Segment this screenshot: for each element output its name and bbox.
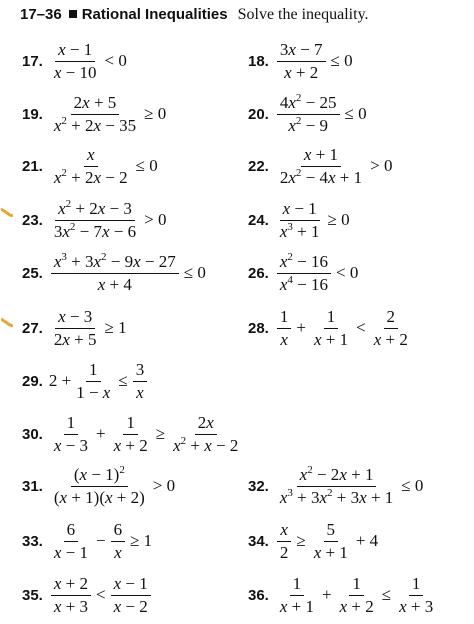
problem-32	[248, 465, 426, 509]
inequality-expression: $\frac{x}{x^2 + 2x - 2}$ ≤ 0	[53, 145, 158, 188]
problem-31	[22, 465, 178, 509]
bullet-square-icon	[69, 10, 77, 18]
problem-number: 24.	[248, 211, 269, 229]
exercise-range: 17–36	[20, 6, 62, 23]
problem-number: 36.	[248, 586, 269, 604]
problem-18	[248, 40, 356, 84]
problem-number: 19.	[22, 105, 43, 123]
inequality-expression: $\frac{x^2 - 16}{x^4 - 16}$ < 0	[275, 263, 361, 282]
inequality-expression: $\frac{6}{x - 1}$ − $\frac{6}{x}$ ≥ 1	[53, 520, 153, 563]
problem-29	[22, 360, 149, 404]
problem-number: 22.	[248, 157, 269, 175]
problem-30	[22, 413, 243, 457]
inequality-expression: $\frac{x - 1}{x^3 + 1}$ ≥ 0	[279, 199, 350, 242]
inequality-expression: $\frac{x - 1}{x - 10}$ < 0	[53, 40, 127, 83]
problem-number: 23.	[22, 211, 43, 229]
inequality-expression: $\frac{x^2 - 2x + 1}{x^3 + 3x^2 + 3x + 1}$ ≤ 0	[279, 464, 424, 508]
problem-number: 28.	[248, 319, 269, 337]
problem-22	[248, 145, 395, 189]
instruction-text: Solve the inequality.	[237, 6, 369, 23]
problem-number: 18.	[248, 52, 269, 70]
problem-25	[22, 252, 209, 296]
problem-20	[248, 93, 370, 137]
problem-number: 31.	[22, 477, 43, 495]
inequality-expression: $\frac{1}{x - 3}$ + $\frac{1}{x + 2}$ ≥ $\frac{2x}{x^2 + x - 2}$	[53, 413, 239, 456]
problem-19	[22, 93, 169, 137]
section-title: Rational Inequalities	[81, 6, 228, 23]
problem-number: 25.	[22, 264, 43, 282]
pencil-mark-icon	[1, 318, 13, 327]
problem-number: 34.	[248, 532, 269, 550]
inequality-expression: $\frac{4x^2 - 25}{x^2 - 9}$ ≤ 0	[275, 104, 370, 123]
problem-27	[22, 307, 130, 351]
problem-number: 27.	[22, 319, 43, 337]
problem-number: 26.	[248, 264, 269, 282]
problem-36	[248, 574, 438, 618]
inequality-expression: $\frac{1}{x + 1}$ + $\frac{1}{x + 2}$ ≤ $\frac{1}{x + 3}$	[279, 574, 434, 617]
problem-21	[22, 145, 161, 189]
problem-number: 35.	[22, 586, 43, 604]
problem-28	[248, 307, 413, 351]
section-header	[20, 6, 369, 24]
inequality-expression: $\frac{1}{x}$ + $\frac{1}{x + 1}$ < $\frac{2}{x + 2}$	[275, 318, 413, 337]
problem-17	[22, 40, 130, 84]
problem-35	[22, 574, 153, 618]
inequality-expression: $\frac{x + 1}{2x^2 - 4x + 1}$ > 0	[279, 145, 393, 188]
inequality-expression: $\frac{x^2 + 2x - 3}{3x^2 - 7x - 6}$ > 0	[53, 198, 167, 242]
inequality-expression: $\frac{2x + 5}{x^2 + 2x - 35}$ ≥ 0	[53, 93, 167, 136]
inequality-expression: $\frac{x}{2}$ ≥ $\frac{5}{x + 1}$ + 4	[275, 531, 381, 550]
inequality-expression: $\frac{x^3 + 3x^2 - 9x - 27}{x + 4}$ ≤ 0	[49, 263, 209, 282]
problem-number: 21.	[22, 157, 43, 175]
inequality-expression: $\frac{3x - 7}{x + 2}$ ≤ 0	[275, 51, 356, 70]
problem-number: 17.	[22, 52, 43, 70]
inequality-expression: $\frac{x - 3}{2x + 5}$ ≥ 1	[53, 307, 127, 350]
problem-23	[22, 199, 169, 243]
problem-number: 20.	[248, 105, 269, 123]
pencil-mark-icon	[1, 208, 13, 217]
inequality-expression: $\frac{(x - 1)^2}{(x + 1)(x + 2)}$ > 0	[53, 464, 176, 508]
problem-number: 29.	[22, 372, 43, 390]
problem-24	[248, 199, 353, 243]
inequality-expression: $\frac{x + 2}{x + 3}$ < $\frac{x - 1}{x - 2}$	[49, 585, 153, 604]
problem-number: 33.	[22, 532, 43, 550]
problem-34	[248, 520, 381, 564]
problem-26	[248, 252, 361, 296]
problem-33	[22, 520, 155, 564]
inequality-expression: 2 + $\frac{1}{1 - x}$ ≤ $\frac{3}{x}$	[49, 371, 149, 390]
problem-number: 30.	[22, 425, 43, 443]
problem-number: 32.	[248, 477, 269, 495]
